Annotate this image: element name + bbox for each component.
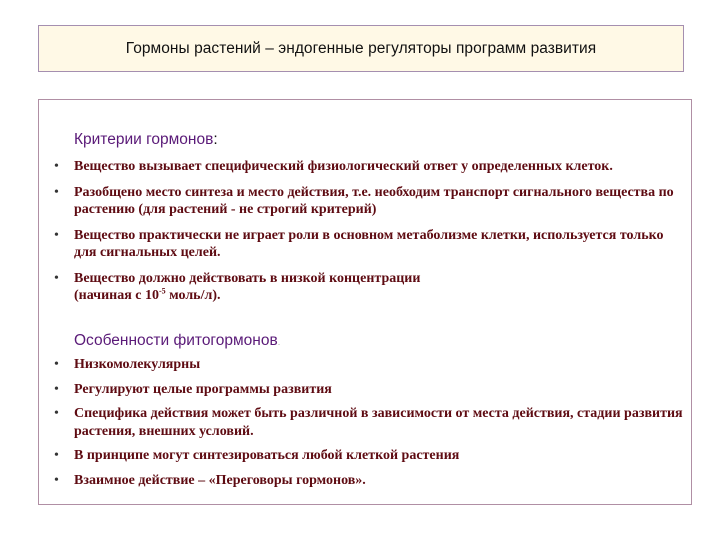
features-heading-dot: . xyxy=(277,337,281,347)
list-item xyxy=(54,405,684,440)
features-item-3: Специфика действия может быть различной в зависимости от места действия, стадии развития растения, внешних условий. xyxy=(74,406,683,439)
bullet-icon: • xyxy=(54,227,59,243)
bullet-icon: • xyxy=(54,270,59,286)
list-item xyxy=(54,472,684,490)
criteria-item-1: Вещество вызывает специфический физиологический ответ у определенных клеток. xyxy=(74,159,613,174)
features-list xyxy=(54,356,684,489)
concentration-suffix: моль/л). xyxy=(165,288,221,303)
features-item-5: Взаимное действие – «Переговоры гормонов». xyxy=(74,472,366,488)
list-item xyxy=(54,447,684,465)
title-box xyxy=(38,25,684,72)
concentration-exponent: -5 xyxy=(158,286,166,296)
criteria-list xyxy=(54,158,684,305)
bullet-icon: • xyxy=(54,184,59,200)
bullet-icon: • xyxy=(54,381,59,397)
bullet-icon: • xyxy=(54,472,59,488)
list-item xyxy=(54,270,684,305)
features-item-2: Регулируют целые программы развития xyxy=(74,381,332,397)
features-item-4: В принципе могут синтезироваться любой клеткой растения xyxy=(74,448,460,463)
list-item xyxy=(54,227,684,262)
criteria-heading xyxy=(74,131,218,149)
concentration-prefix: (начиная с 10 xyxy=(74,288,159,303)
bullet-icon: • xyxy=(54,159,59,174)
criteria-item-2: Разобщено место синтеза и место действия, т.е. необходим транспорт сигнального вещества по растению (для растений - не строгий критерий) xyxy=(74,184,674,217)
features-heading xyxy=(74,332,280,350)
bullet-icon: • xyxy=(54,448,59,463)
list-item xyxy=(54,381,684,399)
bullet-icon: • xyxy=(54,357,59,372)
list-item xyxy=(54,158,684,176)
list-item xyxy=(54,184,684,219)
bullet-icon: • xyxy=(54,406,59,421)
criteria-heading-colon: : xyxy=(213,131,218,148)
features-item-1: Низкомолекулярны xyxy=(74,357,201,372)
list-item xyxy=(54,356,684,374)
criteria-item-3: Вещество практически не играет роли в основном метаболизме клетки, используется только для сигнальных целей. xyxy=(74,227,664,260)
criteria-heading-text: Критерии гормонов xyxy=(74,131,214,148)
features-heading-text: Особенности фитогормонов xyxy=(74,332,278,349)
slide-title: Гормоны растений – эндогенные регуляторы программ развития xyxy=(125,39,597,57)
criteria-item-4: Вещество должно действовать в низкой концентрации xyxy=(74,270,421,286)
